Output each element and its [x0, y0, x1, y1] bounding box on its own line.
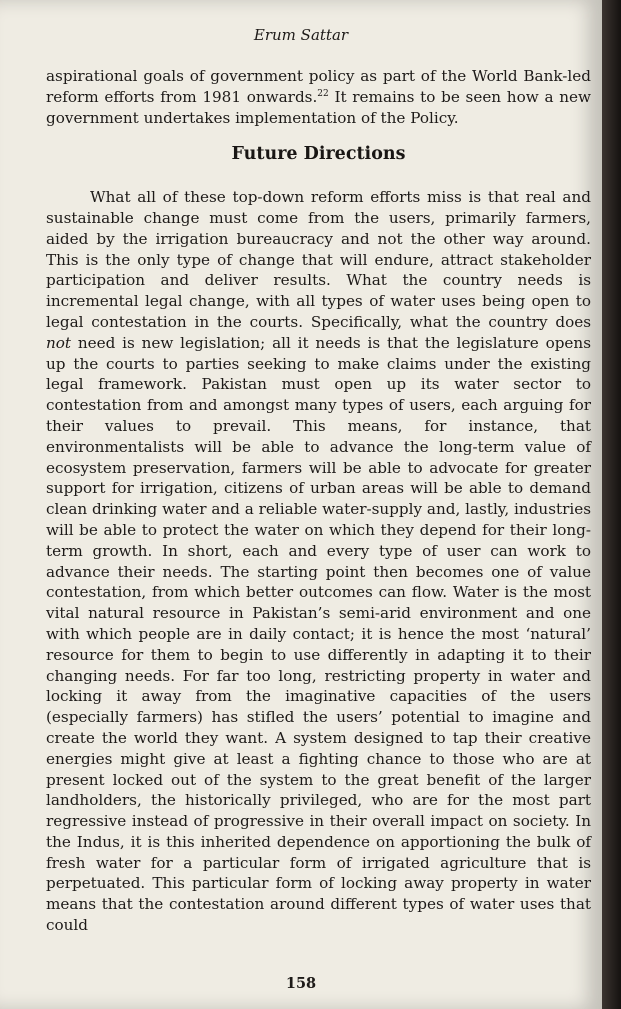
- emphasis-word: not: [46, 333, 72, 352]
- main-paragraph-part-a: What all of these top-down reform efforts miss is that real and sustainable change must come from the users, primarily farmers, aided by the irrigation bureaucracy and not the other way around. This is the only type of change that will endure, attract stakeholder participation and deliver results. What the country needs is incremental legal change, with all types of water uses being open to legal contestation in the courts. Specifically, what the country does: [46, 188, 591, 331]
- running-header: Erum Sattar: [253, 26, 349, 44]
- opening-paragraph-text: aspirational goals of government policy as part of the World Bank-led reform efforts from 1981 onwards.: [46, 67, 591, 106]
- book-page-edge: [602, 0, 621, 1009]
- page-number: 158: [285, 975, 317, 992]
- opening-paragraph: [46, 66, 591, 128]
- section-heading: Future Directions: [231, 144, 406, 165]
- main-paragraph-part-b: need is new legislation; all it needs is that the legislature opens up the courts to parties seeking to make claims under the existing legal framework. Pakistan must open up its water sector to contestation from and amongst many types of users, each arguing for their values to prevail. This means, for instance, that environmentalists will be able to advance the long-term value of ecosystem preservation, farmers will be able to advocate for greater support for irrigation, citizens of urban areas will be able to demand clean drinking water and a reliable water-supply and, lastly, industries will be able to protect the water on which they depend for their long-term growth. In short, each and every type of user can work to advance their needs. The starting point then becomes one of value contestation, from which better outcomes can flow. Water is the most vital natural resource in Pakistan’s semi-arid environment and one with which people are in daily contact; it is hence the most ‘natural’ resource for them to begin to use differently in adapting it to their changing needs. For far too long, restricting property in water and locking it away from the imaginative capacities of the users (especially farmers) has stifled the users’ potential to imagine and create the world they want. A system designed to tap their creative energies might give at least a fighting chance to those who are at present locked out of the system to the great benefit of the larger landholders, the historically privileged, who are for the most part regressive instead of progressive in their overall impact on society. In the Indus, it is this inherited dependence on apportioning the bulk of fresh water for a particular form of irrigated agriculture that is perpetuated. This particular form of locking away property in water means that the contestation around different types of water uses that could: [46, 333, 591, 935]
- opening-paragraph-continuation: It remains to be seen how a new government undertakes implementation of the Policy.: [46, 87, 591, 127]
- main-paragraph: [46, 187, 591, 936]
- body-text: [46, 66, 591, 936]
- footnote-reference[interactable]: 22: [317, 88, 329, 99]
